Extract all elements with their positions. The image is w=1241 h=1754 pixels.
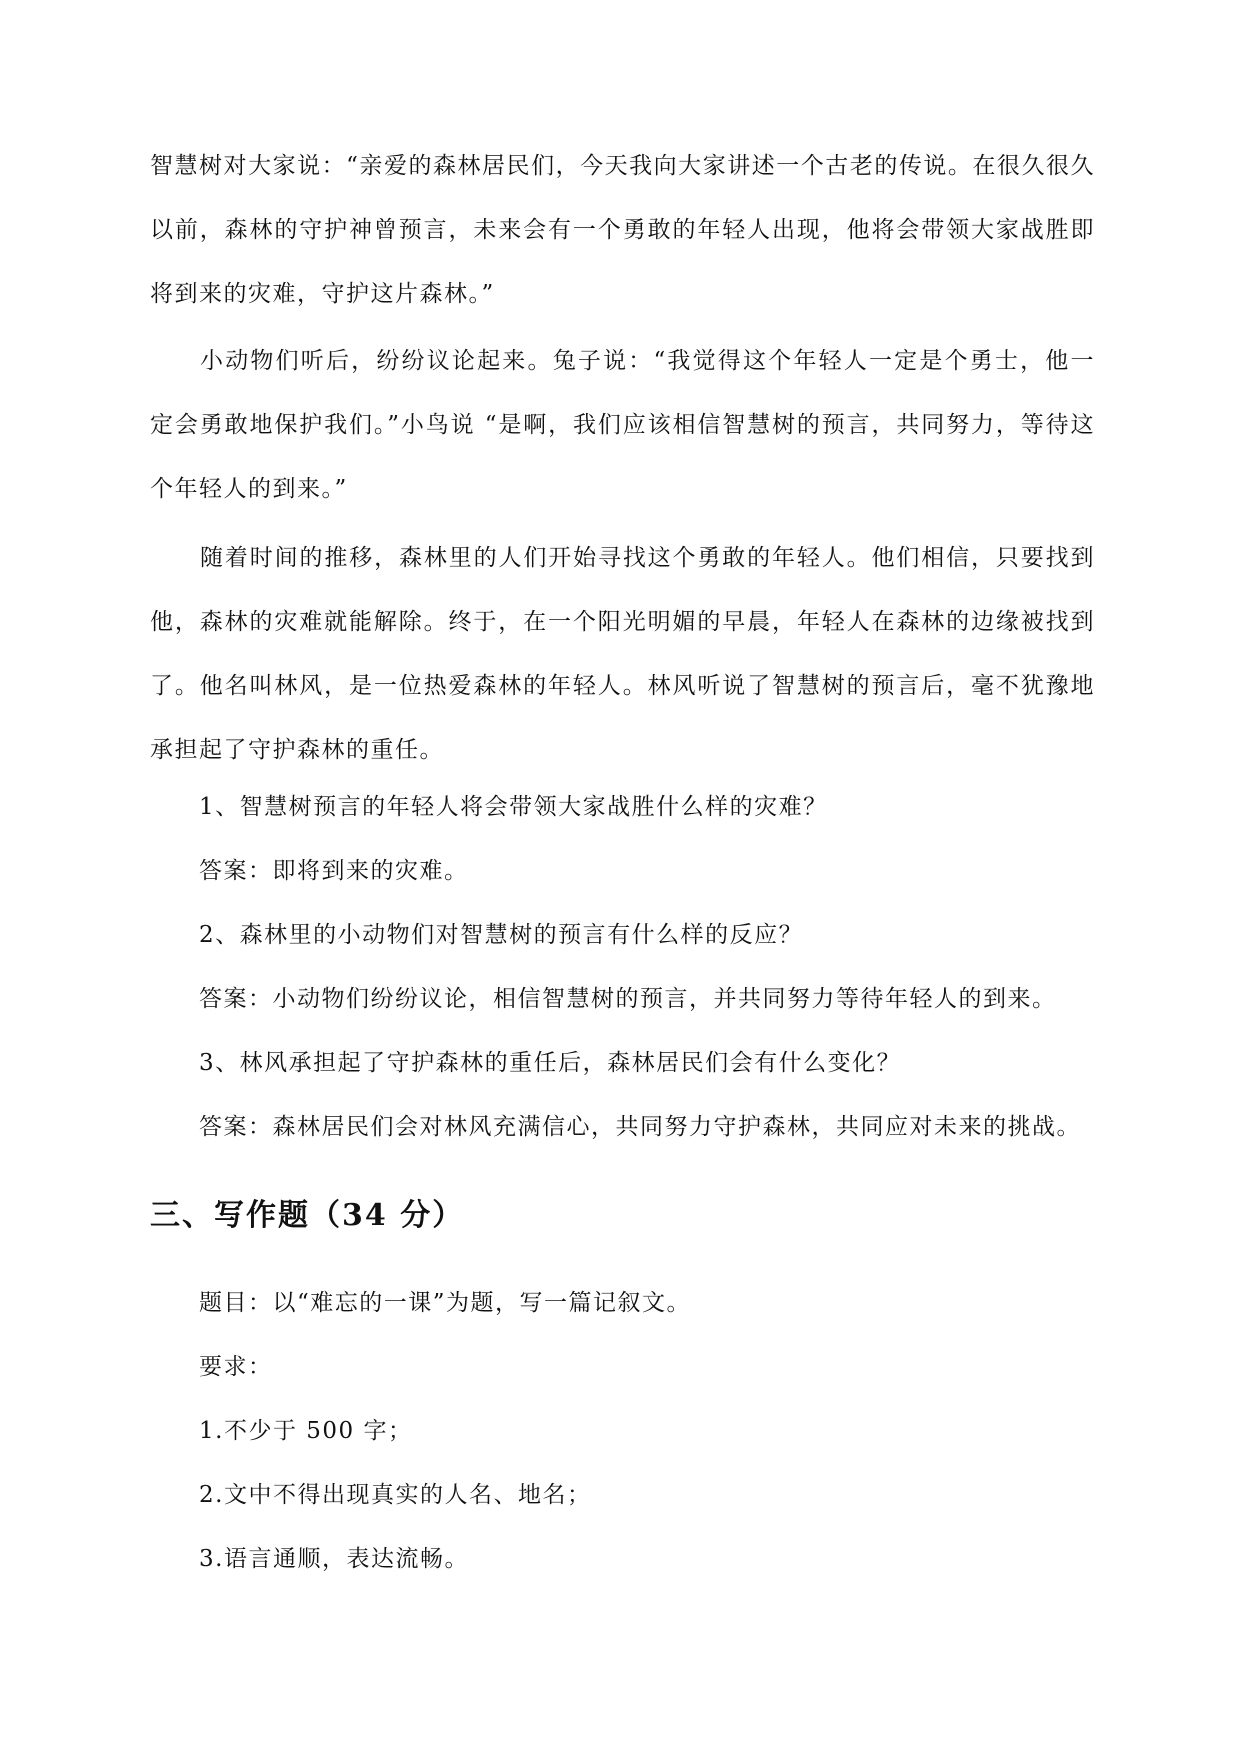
section-heading-writing: 三、写作题（34 分） xyxy=(150,1198,465,1233)
writing-prompt: 题目：以“难忘的一课”为题，写一篇记叙文。 xyxy=(199,1290,692,1316)
passage-paragraph-2: 小动物们听后，纷纷议论起来。兔子说：“我觉得这个年轻人一定是个勇士，他一定会勇敢地保护我们。”小鸟说 “是啊，我们应该相信智慧树的预言，共同努力，等待这个年轻人的到来。” xyxy=(150,348,1095,502)
requirement-2: 2.文中不得出现真实的人名、地名； xyxy=(199,1482,592,1508)
question-1: 1、智慧树预言的年轻人将会带领大家战胜什么样的灾难？ xyxy=(199,794,828,820)
question-3: 3、林风承担起了守护森林的重任后，森林居民们会有什么变化？ xyxy=(199,1050,902,1076)
answer-3: 答案：森林居民们会对林风充满信心，共同努力守护森林，共同应对未来的挑战。 xyxy=(199,1114,1081,1140)
passage-paragraph-3: 随着时间的推移，森林里的人们开始寻找这个勇敢的年轻人。他们相信，只要找到他，森林的灾难就能解除。终于，在一个阳光明媚的早晨，年轻人在森林的边缘被找到了。他名叫林风，是一位热爱森林的年轻人。林风听说了智慧树的预言后，毫不犹豫地承担起了守护森林的重任。 xyxy=(150,545,1095,763)
answer-2: 答案：小动物们纷纷议论，相信智慧树的预言，并共同努力等待年轻人的到来。 xyxy=(199,986,1057,1012)
answer-1: 答案：即将到来的灾难。 xyxy=(199,858,469,884)
requirements-label: 要求： xyxy=(199,1354,273,1380)
requirement-3: 3.语言通顺，表达流畅。 xyxy=(199,1546,469,1572)
question-2: 2、森林里的小动物们对智慧树的预言有什么样的反应？ xyxy=(199,922,804,948)
requirement-1: 1.不少于 500 字； xyxy=(199,1418,413,1444)
passage-paragraph-1: 智慧树对大家说：“亲爱的森林居民们，今天我向大家讲述一个古老的传说。在很久很久以前，森林的守护神曾预言，未来会有一个勇敢的年轻人出现，他将会带领大家战胜即将到来的灾难，守护这片森林。” xyxy=(150,153,1095,307)
